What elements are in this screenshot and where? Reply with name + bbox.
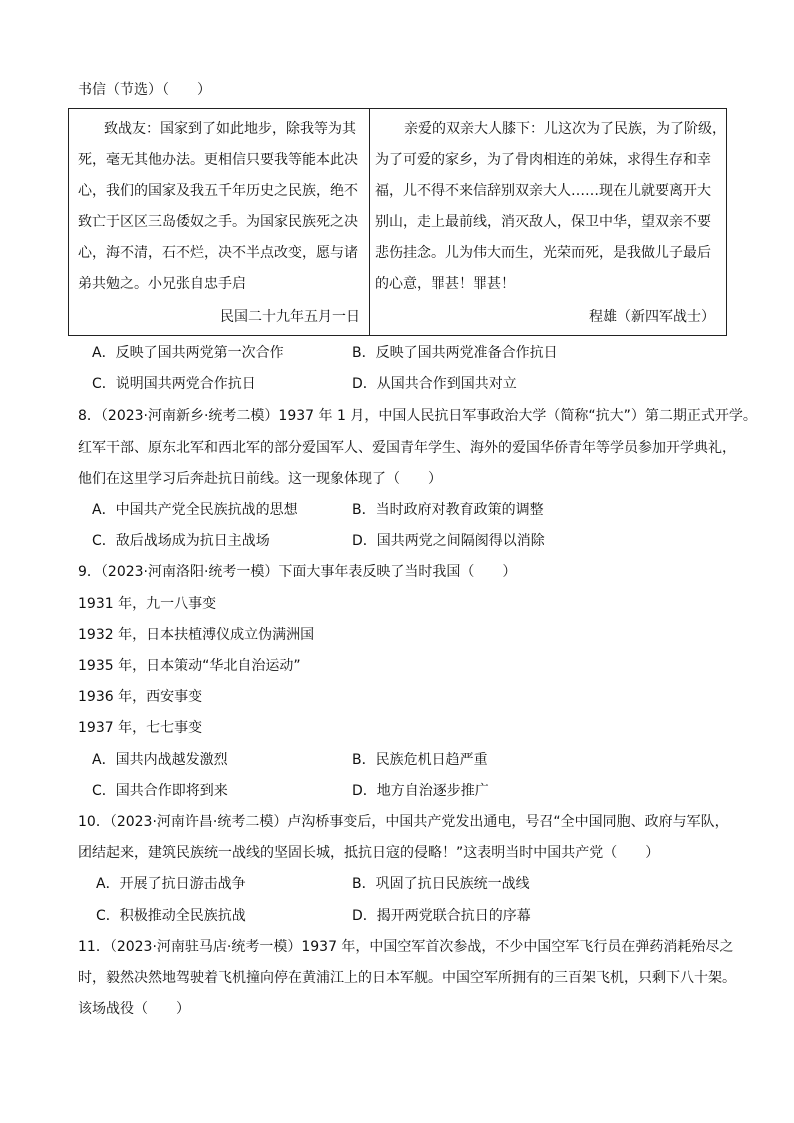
q7-option-a[interactable]: A．反映了国共两党第一次合作 <box>92 345 284 361</box>
q11-stem-line: 11．（2023·河南驻马店·统考一模）1937 年，中国空军首次参战，不少中国空军飞行员在弹药消耗殆尽之 <box>78 939 734 955</box>
letter-right-line: 别山，走上最前线，消灭敌人，保卫中华，望双亲不要 <box>375 214 711 230</box>
question-7-intro: 书信（节选）（ ） <box>78 82 211 98</box>
q9-option-a[interactable]: A．国共内战越发激烈 <box>92 752 228 768</box>
q9-event: 1935 年，日本策动“华北自治运动” <box>78 658 301 674</box>
q10-stem-line: 团结起来，建筑民族统一战线的坚固长城，抵抗日寇的侵略！”这表明当时中国共产党（ ） <box>78 845 660 861</box>
table-divider <box>369 109 370 335</box>
letter-right-line: 的心意，罪甚！罪甚！ <box>375 276 515 292</box>
q8-option-d[interactable]: D．国共两党之间隔阂得以消除 <box>352 533 545 549</box>
q9-option-c[interactable]: C．国共合作即将到来 <box>92 783 228 799</box>
letter-right-line: 福，儿不得不来信辞别双亲大人……现在儿就要离开大 <box>375 183 711 199</box>
q10-option-d[interactable]: D．揭开两党联合抗日的序幕 <box>352 908 531 924</box>
q8-option-a[interactable]: A．中国共产党全民族抗战的思想 <box>92 502 298 518</box>
letter-right-signature: 程雄（新四军战士） <box>589 309 715 325</box>
q9-event: 1932 年，日本扶植溥仪成立伪满洲国 <box>78 627 315 643</box>
letter-right-line: 亲爱的双亲大人膝下：儿这次为了民族，为了阶级， <box>404 121 726 137</box>
q7-option-c[interactable]: C．说明国共两党合作抗日 <box>92 376 256 392</box>
q8-stem-line: 8．（2023·河南新乡·统考二模）1937 年 1 月，中国人民抗日军事政治大学（简称“抗大”）第二期正式开学。 <box>78 408 757 424</box>
letter-right-line: 为了可爱的家乡，为了骨肉相连的弟妹，求得生存和幸 <box>375 152 711 168</box>
letter-left-line: 致亡于区区三岛倭奴之手。为国家民族死之决 <box>78 214 358 230</box>
q10-option-a[interactable]: A．开展了抗日游击战争 <box>96 876 246 892</box>
q11-stem-line: 该场战役（ ） <box>78 1001 190 1017</box>
q8-option-b[interactable]: B．当时政府对教育政策的调整 <box>352 502 544 518</box>
q9-event: 1937 年，七七事变 <box>78 720 203 736</box>
letter-left-line: 心，我们的国家及我五千年历史之民族，绝不 <box>78 183 358 199</box>
letter-left-line: 心，海不清，石不烂，决不半点改变，愿与诸 <box>78 245 358 261</box>
q9-stem: 9．（2023·河南洛阳·统考一模）下面大事年表反映了当时我国（ ） <box>78 564 517 580</box>
q10-option-c[interactable]: C．积极推动全民族抗战 <box>96 908 246 924</box>
letter-left-signature: 民国二十九年五月一日 <box>220 309 360 325</box>
letter-left-line: 死，毫无其他办法。更相信只要我等能本此决 <box>78 152 358 168</box>
q8-stem-line: 他们在这里学习后奔赴抗日前线。这一现象体现了（ ） <box>78 471 442 487</box>
letter-right-line: 悲伤挂念。儿为伟大而生，光荣而死，是我做儿子最后 <box>375 245 711 261</box>
letters-table <box>68 108 727 336</box>
q7-option-d[interactable]: D．从国共合作到国共对立 <box>352 376 517 392</box>
letter-left-line: 弟共勉之。小兄张自忠手启 <box>78 276 246 292</box>
q9-event: 1936 年，西安事变 <box>78 689 203 705</box>
q10-option-b[interactable]: B．巩固了抗日民族统一战线 <box>352 876 530 892</box>
q11-stem-line: 时，毅然决然地驾驶着飞机撞向停在黄浦江上的日本军舰。中国空军所拥有的三百架飞机，只剩下八十架。 <box>78 970 736 986</box>
q9-option-d[interactable]: D．地方自治逐步推广 <box>352 783 489 799</box>
q10-stem-line: 10．（2023·河南许昌·统考二模）卢沟桥事变后，中国共产党发出通电，号召“全中国同胞、政府与军队， <box>78 814 729 830</box>
q8-stem-line: 红军干部、原东北军和西北军的部分爱国军人、爱国青年学生、海外的爱国华侨青年等学员参加开学典礼， <box>78 440 736 456</box>
letter-left-line: 致战友：国家到了如此地步，除我等为其 <box>104 121 356 137</box>
q8-option-c[interactable]: C．敌后战场成为抗日主战场 <box>92 533 270 549</box>
q9-option-b[interactable]: B．民族危机日趋严重 <box>352 752 488 768</box>
q9-event: 1931 年，九一八事变 <box>78 596 217 612</box>
q7-option-b[interactable]: B．反映了国共两党准备合作抗日 <box>352 345 558 361</box>
